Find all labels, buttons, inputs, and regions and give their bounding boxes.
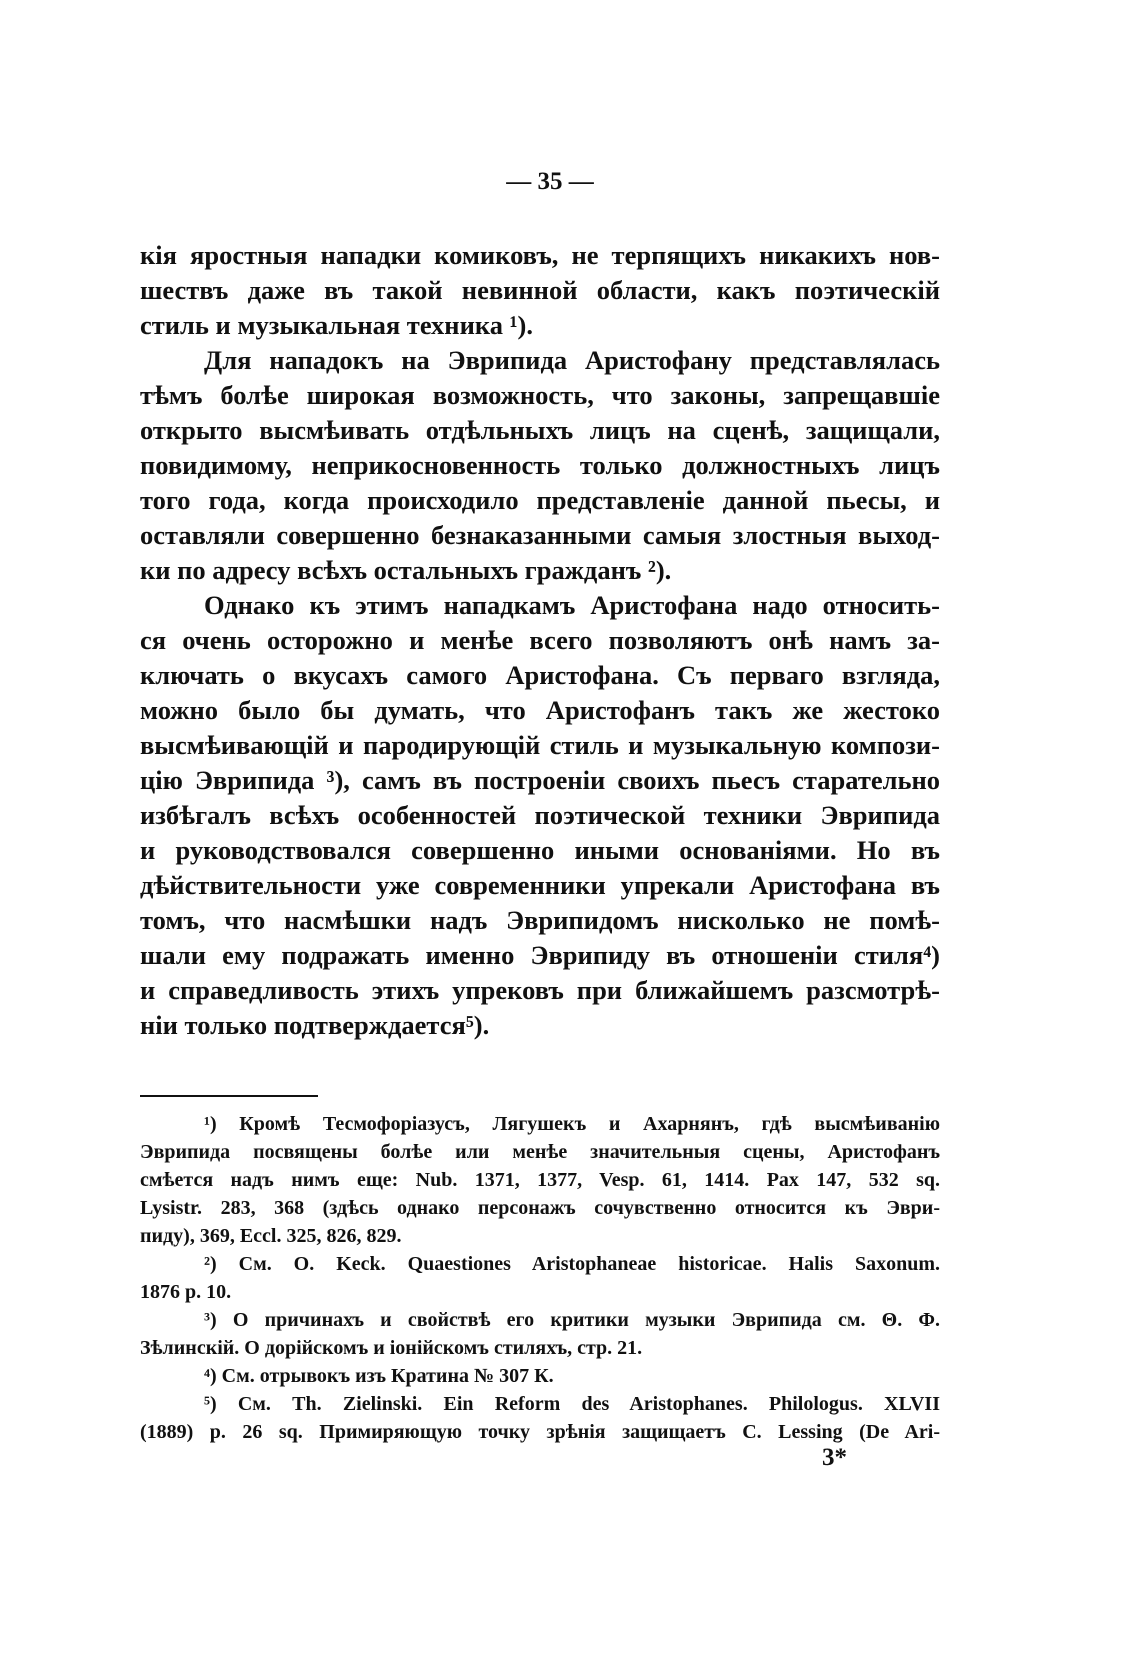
text-line: того года, когда происходило представленіе данной пьесы, и [140, 485, 940, 515]
text-line: кія яростныя нападки комиковъ, не терпящихъ никакихъ нов- [140, 240, 940, 270]
text-line: открыто высмѣивать отдѣльныхъ лицъ на сценѣ, защищали, [140, 415, 940, 445]
text-line: шали ему подражать именно Эврипиду въ отношеніи стиля⁴) [140, 940, 940, 970]
text-line: Для нападокъ на Эврипида Аристофану представлялась [204, 345, 940, 375]
footnote-line: пиду), 369, Eccl. 325, 826, 829. [140, 1225, 402, 1247]
text-line: ключать о вкусахъ самого Аристофана. Съ перваго взгляда, [140, 660, 940, 690]
text-line: избѣгалъ всѣхъ особенностей поэтической техники Эврипида [140, 800, 940, 830]
text-line: ніи только подтверждается⁵). [140, 1010, 490, 1040]
footnote-line: смѣется надъ нимъ еще: Nub. 1371, 1377, Vesp. 61, 1414. Pax 147, 532 sq. [140, 1169, 940, 1191]
text-line: высмѣивающій и пародирующій стиль и музыкальную компози- [140, 730, 940, 760]
text-line: шествъ даже въ такой невинной области, какъ поэтическій [140, 275, 940, 305]
text-line: оставляли совершенно безнаказанными самыя злостныя выход- [140, 520, 940, 550]
main-text [140, 238, 940, 1043]
footnote-line: 1876 p. 10. [140, 1281, 232, 1303]
footnote-line: ¹) Кромѣ Тесмофоріазусъ, Лягушекъ и Ахарнянъ, гдѣ высмѣиванію [204, 1113, 940, 1135]
page-number: — 35 — [506, 168, 594, 195]
text-line: можно было бы думать, что Аристофанъ такъ же жестоко [140, 695, 940, 725]
text-line: тѣмъ болѣе широкая возможность, что законы, запрещавшіе [140, 380, 940, 410]
text-line: ки по адресу всѣхъ остальныхъ гражданъ ²). [140, 555, 672, 585]
footnote-line: (1889) p. 26 sq. Примиряющую точку зрѣнія защищаетъ C. Lessing (De Ari- [140, 1421, 940, 1443]
footnote-line: ⁵) См. Th. Zielinski. Ein Reform des Aristophanes. Philologus. XLVII [204, 1393, 940, 1415]
footnotes [140, 1110, 940, 1446]
text-line: и справедливость этихъ упрековъ при ближайшемъ разсмотрѣ- [140, 975, 940, 1005]
text-line: дѣйствительности уже современники упрекали Аристофана въ [140, 870, 940, 900]
footnote-line: ⁴) См. отрывокъ изъ Кратина № 307 К. [204, 1365, 554, 1387]
text-line: повидимому, неприкосновенность только должностныхъ лицъ [140, 450, 940, 480]
footnote-divider [140, 1095, 318, 1097]
footnote-line: ²) См. O. Keck. Quaestiones Aristophaneae historicae. Halis Saxonum. [204, 1253, 940, 1275]
text-line: Однако къ этимъ нападкамъ Аристофана надо относить- [204, 590, 940, 620]
text-line: и руководствовался совершенно иными основаніями. Но въ [140, 835, 940, 865]
text-line: томъ, что насмѣшки надъ Эврипидомъ нисколько не помѣ- [140, 905, 940, 935]
footnote-line: Зѣлинскій. О дорійскомъ и іонійскомъ стиляхъ, стр. 21. [140, 1337, 643, 1359]
footnote-line: Эврипида посвящены болѣе или менѣе значительныя сцены, Аристофанъ [140, 1141, 940, 1163]
footnote-line: ³) О причинахъ и свойствѣ его критики музыки Эврипида см. Θ. Φ. [204, 1309, 940, 1331]
printer-signature-mark: 3* [822, 1444, 847, 1471]
text-line: стиль и музыкальная техника ¹). [140, 310, 533, 340]
footnote-line: Lysistr. 283, 368 (здѣсь однако персонажъ сочувственно относится къ Эври- [140, 1197, 940, 1219]
text-line: цію Эврипида ³), самъ въ построеніи своихъ пьесъ старательно [140, 765, 940, 795]
text-line: ся очень осторожно и менѣе всего позволяютъ онѣ намъ за- [140, 625, 940, 655]
